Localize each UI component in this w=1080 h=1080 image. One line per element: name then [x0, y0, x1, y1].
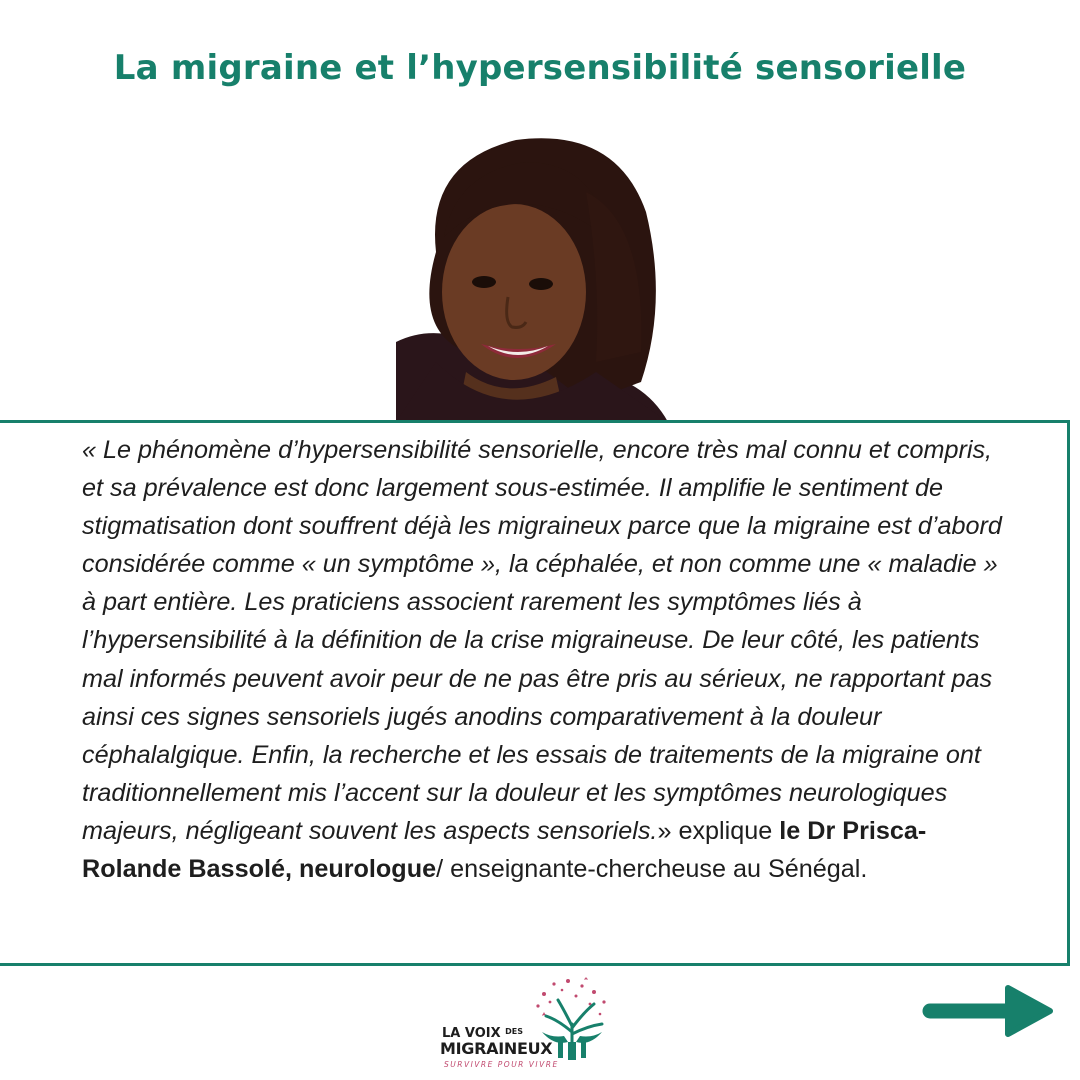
- quote-affiliation: / enseignante-chercheuse au Sénégal.: [436, 855, 868, 884]
- brand-logo: [436, 976, 626, 1076]
- quote-closing: » explique: [657, 816, 780, 845]
- arrow-right-icon: [922, 982, 1058, 1040]
- quote-author: le Dr Prisca-Rolande Bassolé, neurologue: [82, 816, 927, 884]
- portrait-photo: [396, 132, 668, 422]
- quote-italic: « Le phénomène d’hypersensibilité sensorielle, encore très mal connu et compris, et sa prévalence est donc largement sous-estimée. Il amplifie le sentiment de stigmatisation dont souffrent déjà les migraineux parce que la migraine est d’abord considérée comme « un symptôme », la céphalée, et non comme une « maladie » à part entière. Les praticiens associent rarement les symptômes liés à l’hypersensibilité à la définition de la crise migraineuse. De leur côté, les patients mal informés peuvent avoir peur de ne pas être pris au sérieux, ne rapportant pas ainsi ces signes sensoriels jugés anodins comparativement à la douleur céphalalgique. Enfin, la recherche et les essais de traitements de la migraine ont traditionnellement mis l’accent sur la douleur et les symptômes neurologiques majeurs, négligeant souvent les aspects sensoriels.: [82, 436, 1002, 845]
- logo-tagline: SURVIVRE POUR VIVRE: [444, 1060, 559, 1069]
- logo-line2: MIGRAINEUX: [440, 1039, 553, 1058]
- logo-des: DES: [505, 1027, 524, 1036]
- quote-text: [82, 431, 1002, 888]
- logo-line1: LA VOIX $^{DES}$: [442, 1026, 524, 1041]
- page-title: La migraine et l’hypersensibilité sensorielle: [113, 48, 967, 88]
- next-arrow-button[interactable]: [922, 982, 1058, 1040]
